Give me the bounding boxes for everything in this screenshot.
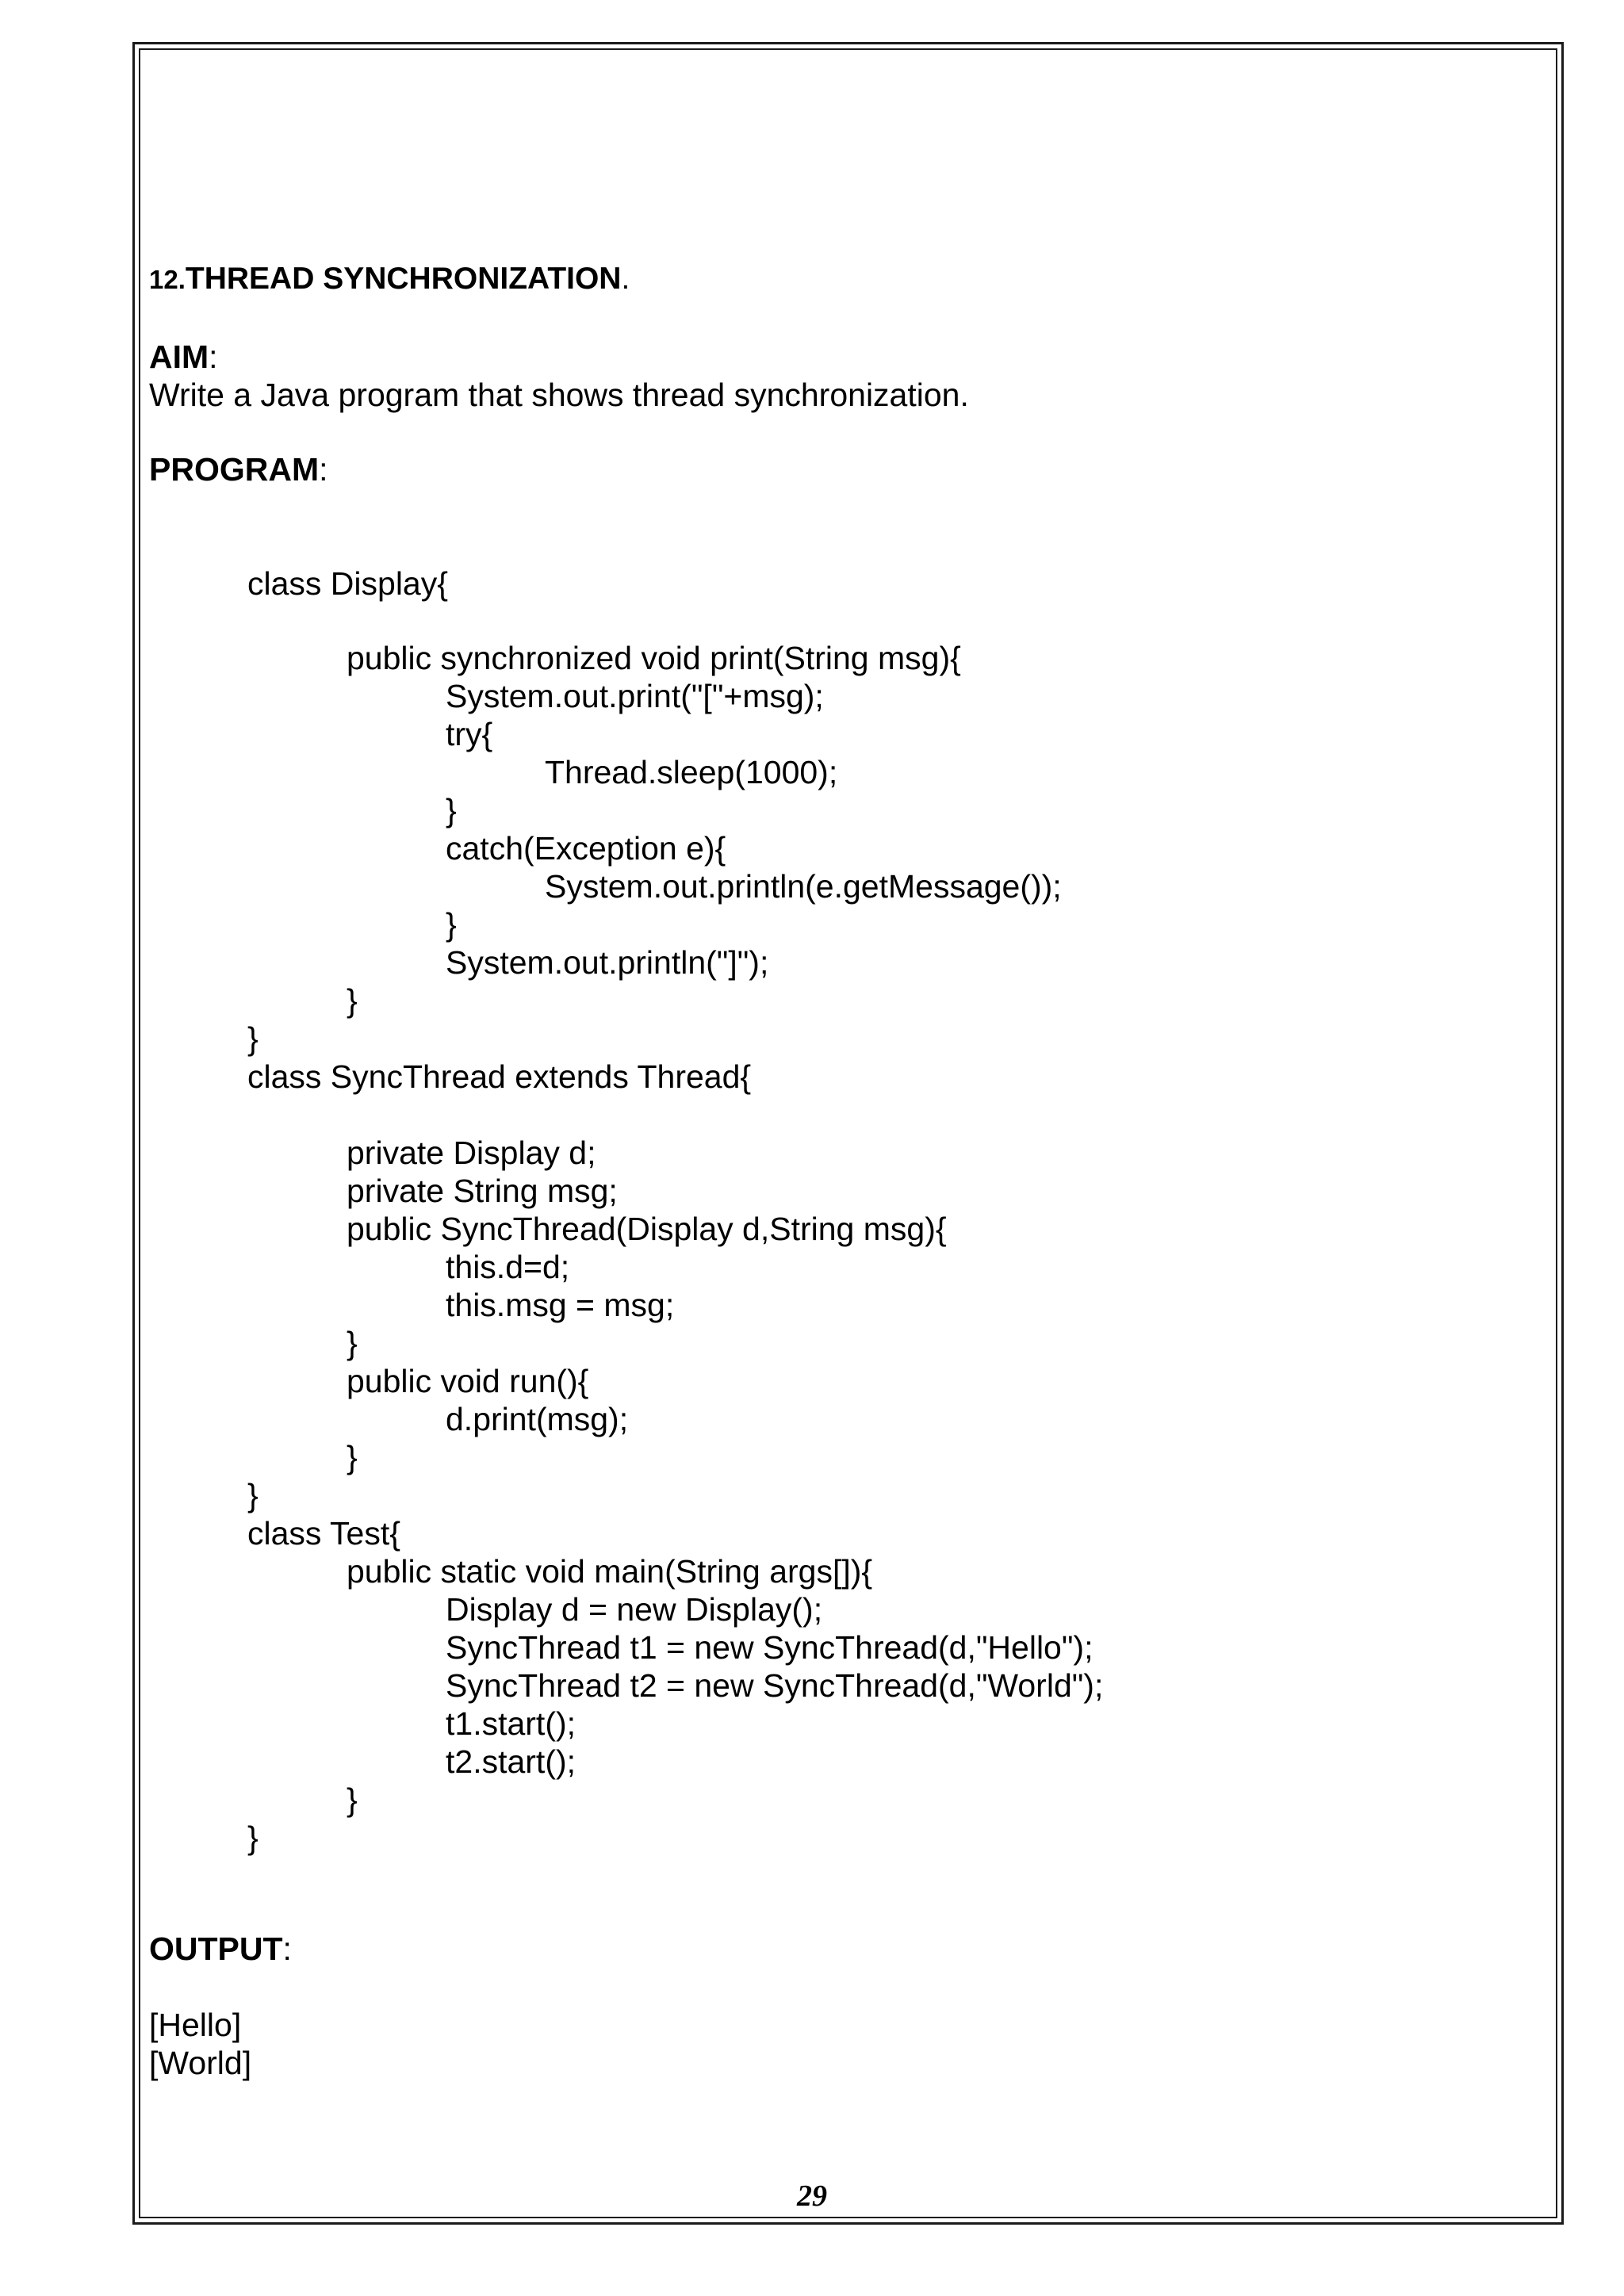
section-title-period: .: [621, 262, 630, 296]
code-line: }: [247, 1477, 259, 1513]
code-line: }: [247, 1020, 259, 1057]
page-number: 29: [797, 2179, 827, 2213]
code-line: }: [347, 1781, 358, 1818]
code-line: d.print(msg);: [446, 1401, 629, 1437]
code-line: }: [446, 792, 457, 828]
code-line: }: [247, 1820, 259, 1856]
code-line: class SyncThread extends Thread{: [247, 1058, 752, 1095]
code-line: class Test{: [247, 1515, 400, 1552]
code-line: t2.start();: [446, 1743, 576, 1780]
section-title: THREAD SYNCHRONIZATION: [185, 262, 622, 296]
code-line: private Display d;: [347, 1135, 596, 1171]
code-line: this.d=d;: [446, 1249, 570, 1285]
code-line: class Display{: [247, 565, 448, 602]
section-heading: [149, 260, 630, 299]
code-line: }: [446, 906, 457, 943]
output-line: [Hello]: [149, 2007, 242, 2043]
output-label: OUTPUT: [149, 1931, 283, 1967]
code-line: Thread.sleep(1000);: [545, 754, 838, 790]
code-line: System.out.print("["+msg);: [446, 678, 824, 714]
code-line: }: [347, 982, 358, 1019]
output-colon: :: [282, 1931, 292, 1967]
code-line: System.out.println(e.getMessage());: [545, 868, 1062, 905]
output-line: [World]: [149, 2045, 252, 2081]
code-line: SyncThread t1 = new SyncThread(d,"Hello");: [446, 1629, 1094, 1666]
code-line: catch(Exception e){: [446, 830, 726, 867]
code-line: try{: [446, 716, 493, 752]
aim-text: Write a Java program that shows thread synchronization.: [149, 377, 969, 413]
code-line: Display d = new Display();: [446, 1591, 823, 1628]
code-line: public void run(){: [347, 1363, 589, 1399]
aim-label: AIM: [149, 339, 209, 375]
code-line: SyncThread t2 = new SyncThread(d,"World");: [446, 1667, 1104, 1704]
code-line: }: [347, 1439, 358, 1475]
code-line: this.msg = msg;: [446, 1287, 675, 1323]
code-line: public synchronized void print(String msg){: [347, 640, 961, 676]
output-label-line: [149, 1930, 292, 1968]
program-colon: :: [319, 451, 328, 488]
program-label: PROGRAM: [149, 451, 320, 488]
code-line: public SyncThread(Display d,String msg){: [347, 1211, 947, 1247]
section-number: 12.: [149, 265, 186, 294]
code-line: System.out.println("]");: [446, 944, 769, 981]
code-line: }: [347, 1325, 358, 1361]
code-line: private String msg;: [347, 1173, 618, 1209]
code-line: public static void main(String args[]){: [347, 1553, 873, 1590]
code-line: t1.start();: [446, 1705, 576, 1742]
program-label-line: [149, 450, 328, 488]
aim-label-line: [149, 338, 218, 376]
aim-colon: :: [209, 339, 218, 375]
